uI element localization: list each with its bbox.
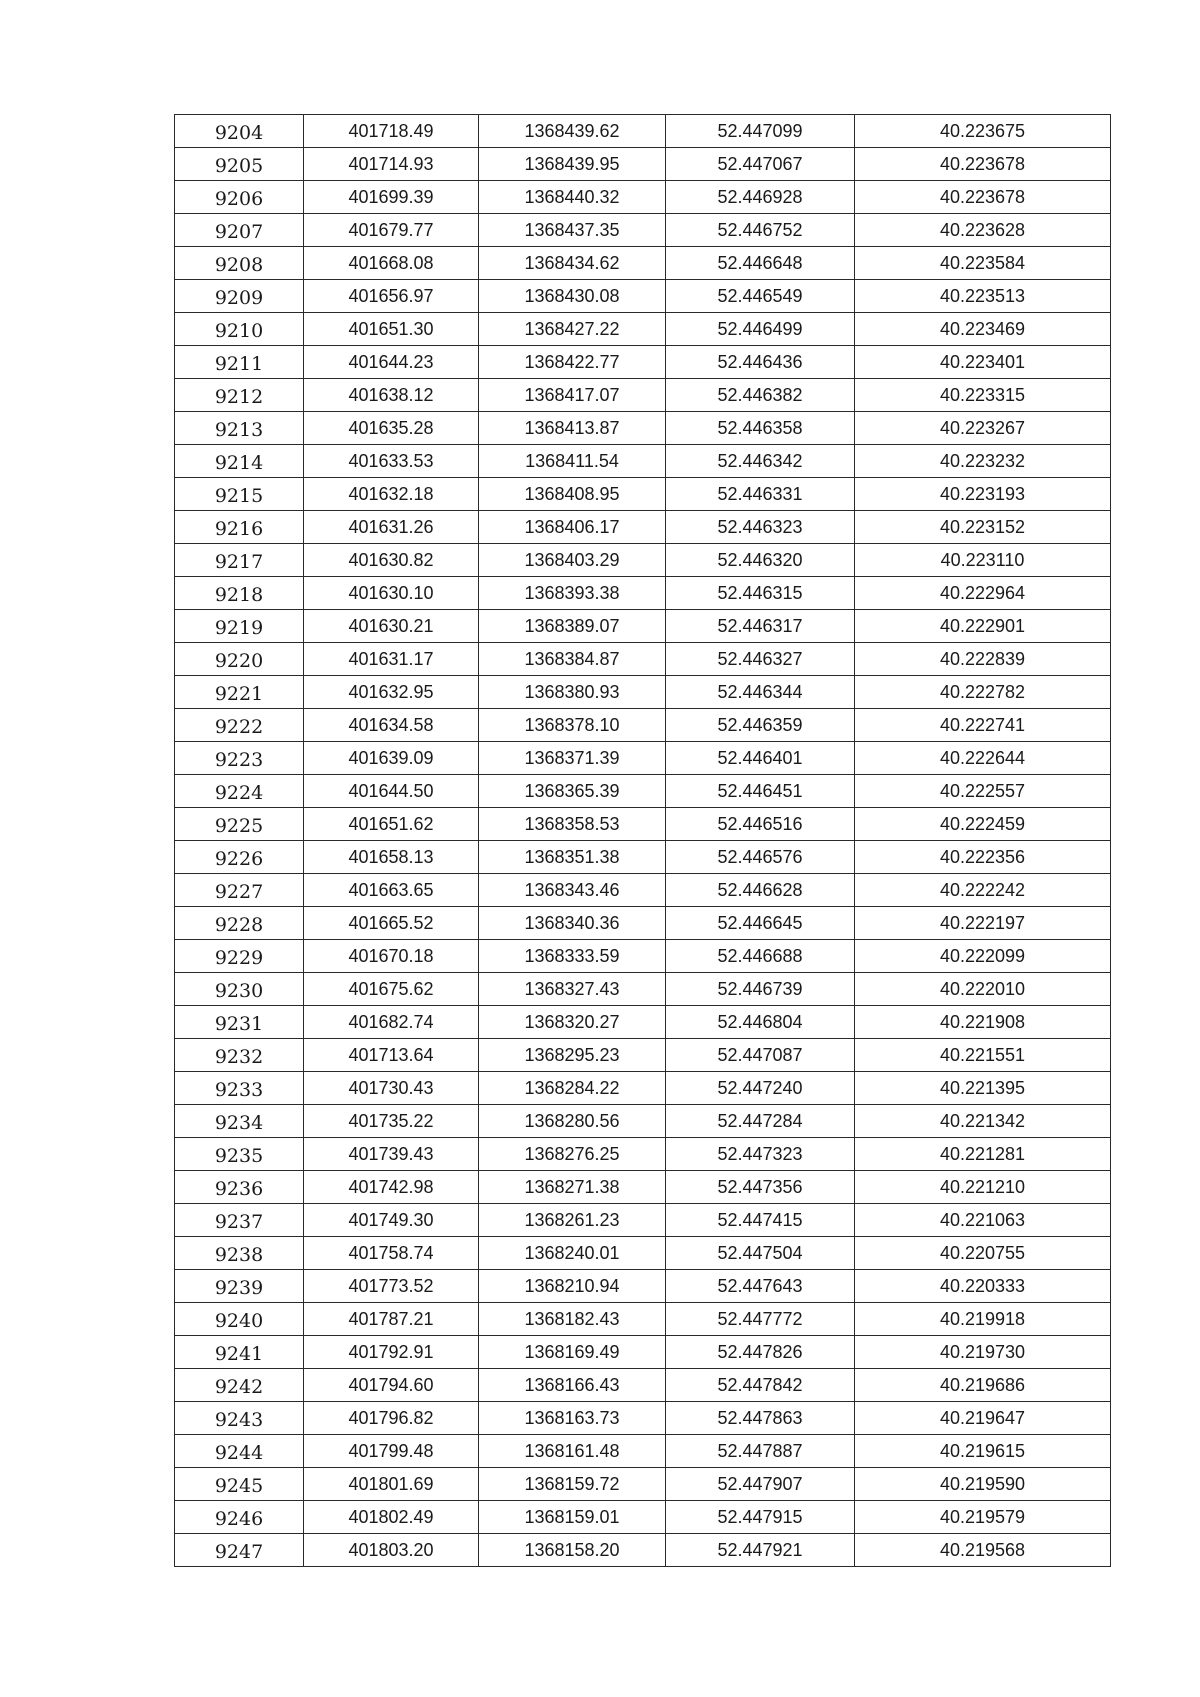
table-row: [175, 544, 1111, 577]
y-coordinate-cell: 1368295.23: [479, 1039, 666, 1072]
longitude-cell: 40.223110: [855, 544, 1111, 577]
table-row: [175, 577, 1111, 610]
latitude-cell: 52.446451: [666, 775, 855, 808]
x-coordinate-cell: 401799.48: [304, 1435, 479, 1468]
point-number-cell: 9211: [175, 346, 304, 379]
point-number-cell: 9237: [175, 1204, 304, 1237]
table-row: [175, 643, 1111, 676]
latitude-cell: 52.447887: [666, 1435, 855, 1468]
longitude-cell: 40.223401: [855, 346, 1111, 379]
x-coordinate-cell: 401742.98: [304, 1171, 479, 1204]
x-coordinate-cell: 401630.10: [304, 577, 479, 610]
point-number-cell: 9242: [175, 1369, 304, 1402]
x-coordinate-cell: 401792.91: [304, 1336, 479, 1369]
longitude-cell: 40.222741: [855, 709, 1111, 742]
point-number-cell: 9228: [175, 907, 304, 940]
table-row: [175, 1369, 1111, 1402]
y-coordinate-cell: 1368439.95: [479, 148, 666, 181]
table-row: [175, 940, 1111, 973]
point-number-cell: 9229: [175, 940, 304, 973]
table-row: [175, 1138, 1111, 1171]
point-number-cell: 9246: [175, 1501, 304, 1534]
latitude-cell: 52.446358: [666, 412, 855, 445]
point-number-cell: 9225: [175, 808, 304, 841]
latitude-cell: 52.447284: [666, 1105, 855, 1138]
longitude-cell: 40.223232: [855, 445, 1111, 478]
point-number-cell: 9243: [175, 1402, 304, 1435]
longitude-cell: 40.222964: [855, 577, 1111, 610]
point-number-cell: 9208: [175, 247, 304, 280]
table-row: [175, 148, 1111, 181]
y-coordinate-cell: 1368371.39: [479, 742, 666, 775]
x-coordinate-cell: 401639.09: [304, 742, 479, 775]
y-coordinate-cell: 1368169.49: [479, 1336, 666, 1369]
table-row: [175, 478, 1111, 511]
latitude-cell: 52.446323: [666, 511, 855, 544]
latitude-cell: 52.447863: [666, 1402, 855, 1435]
x-coordinate-cell: 401739.43: [304, 1138, 479, 1171]
longitude-cell: 40.222197: [855, 907, 1111, 940]
point-number-cell: 9216: [175, 511, 304, 544]
y-coordinate-cell: 1368430.08: [479, 280, 666, 313]
y-coordinate-cell: 1368240.01: [479, 1237, 666, 1270]
x-coordinate-cell: 401651.30: [304, 313, 479, 346]
longitude-cell: 40.223513: [855, 280, 1111, 313]
y-coordinate-cell: 1368261.23: [479, 1204, 666, 1237]
point-number-cell: 9214: [175, 445, 304, 478]
longitude-cell: 40.219647: [855, 1402, 1111, 1435]
x-coordinate-cell: 401802.49: [304, 1501, 479, 1534]
y-coordinate-cell: 1368166.43: [479, 1369, 666, 1402]
longitude-cell: 40.223675: [855, 115, 1111, 148]
table-row: [175, 1171, 1111, 1204]
longitude-cell: 40.223628: [855, 214, 1111, 247]
table-row: [175, 1270, 1111, 1303]
latitude-cell: 52.446516: [666, 808, 855, 841]
latitude-cell: 52.446499: [666, 313, 855, 346]
table-row: [175, 445, 1111, 478]
x-coordinate-cell: 401682.74: [304, 1006, 479, 1039]
longitude-cell: 40.220333: [855, 1270, 1111, 1303]
y-coordinate-cell: 1368351.38: [479, 841, 666, 874]
point-number-cell: 9236: [175, 1171, 304, 1204]
longitude-cell: 40.219568: [855, 1534, 1111, 1567]
table-row: [175, 973, 1111, 1006]
y-coordinate-cell: 1368380.93: [479, 676, 666, 709]
x-coordinate-cell: 401656.97: [304, 280, 479, 313]
x-coordinate-cell: 401634.58: [304, 709, 479, 742]
latitude-cell: 52.447067: [666, 148, 855, 181]
x-coordinate-cell: 401670.18: [304, 940, 479, 973]
point-number-cell: 9207: [175, 214, 304, 247]
table-row: [175, 1336, 1111, 1369]
y-coordinate-cell: 1368408.95: [479, 478, 666, 511]
latitude-cell: 52.446320: [666, 544, 855, 577]
longitude-cell: 40.221281: [855, 1138, 1111, 1171]
point-number-cell: 9221: [175, 676, 304, 709]
longitude-cell: 40.223267: [855, 412, 1111, 445]
latitude-cell: 52.446344: [666, 676, 855, 709]
x-coordinate-cell: 401630.21: [304, 610, 479, 643]
y-coordinate-cell: 1368159.72: [479, 1468, 666, 1501]
y-coordinate-cell: 1368434.62: [479, 247, 666, 280]
latitude-cell: 52.446648: [666, 247, 855, 280]
point-number-cell: 9215: [175, 478, 304, 511]
coordinates-table-body: [175, 115, 1111, 1567]
latitude-cell: 52.446315: [666, 577, 855, 610]
point-number-cell: 9247: [175, 1534, 304, 1567]
table-row: [175, 214, 1111, 247]
longitude-cell: 40.223152: [855, 511, 1111, 544]
y-coordinate-cell: 1368327.43: [479, 973, 666, 1006]
latitude-cell: 52.447415: [666, 1204, 855, 1237]
x-coordinate-cell: 401644.23: [304, 346, 479, 379]
longitude-cell: 40.219590: [855, 1468, 1111, 1501]
table-row: [175, 346, 1111, 379]
point-number-cell: 9204: [175, 115, 304, 148]
latitude-cell: 52.447099: [666, 115, 855, 148]
y-coordinate-cell: 1368422.77: [479, 346, 666, 379]
x-coordinate-cell: 401713.64: [304, 1039, 479, 1072]
latitude-cell: 52.446576: [666, 841, 855, 874]
latitude-cell: 52.447240: [666, 1072, 855, 1105]
latitude-cell: 52.446359: [666, 709, 855, 742]
point-number-cell: 9222: [175, 709, 304, 742]
point-number-cell: 9213: [175, 412, 304, 445]
point-number-cell: 9220: [175, 643, 304, 676]
point-number-cell: 9244: [175, 1435, 304, 1468]
y-coordinate-cell: 1368320.27: [479, 1006, 666, 1039]
longitude-cell: 40.223315: [855, 379, 1111, 412]
x-coordinate-cell: 401635.28: [304, 412, 479, 445]
x-coordinate-cell: 401699.39: [304, 181, 479, 214]
x-coordinate-cell: 401758.74: [304, 1237, 479, 1270]
point-number-cell: 9205: [175, 148, 304, 181]
y-coordinate-cell: 1368158.20: [479, 1534, 666, 1567]
latitude-cell: 52.446436: [666, 346, 855, 379]
y-coordinate-cell: 1368276.25: [479, 1138, 666, 1171]
longitude-cell: 40.220755: [855, 1237, 1111, 1270]
x-coordinate-cell: 401631.26: [304, 511, 479, 544]
x-coordinate-cell: 401714.93: [304, 148, 479, 181]
y-coordinate-cell: 1368427.22: [479, 313, 666, 346]
latitude-cell: 52.446645: [666, 907, 855, 940]
table-row: [175, 1105, 1111, 1138]
x-coordinate-cell: 401787.21: [304, 1303, 479, 1336]
latitude-cell: 52.447504: [666, 1237, 855, 1270]
y-coordinate-cell: 1368437.35: [479, 214, 666, 247]
x-coordinate-cell: 401679.77: [304, 214, 479, 247]
table-row: [175, 313, 1111, 346]
table-row: [175, 775, 1111, 808]
x-coordinate-cell: 401632.95: [304, 676, 479, 709]
latitude-cell: 52.447921: [666, 1534, 855, 1567]
table-row: [175, 1039, 1111, 1072]
longitude-cell: 40.222010: [855, 973, 1111, 1006]
latitude-cell: 52.446628: [666, 874, 855, 907]
longitude-cell: 40.219918: [855, 1303, 1111, 1336]
point-number-cell: 9206: [175, 181, 304, 214]
table-row: [175, 610, 1111, 643]
point-number-cell: 9212: [175, 379, 304, 412]
point-number-cell: 9226: [175, 841, 304, 874]
y-coordinate-cell: 1368271.38: [479, 1171, 666, 1204]
x-coordinate-cell: 401633.53: [304, 445, 479, 478]
point-number-cell: 9210: [175, 313, 304, 346]
y-coordinate-cell: 1368384.87: [479, 643, 666, 676]
y-coordinate-cell: 1368439.62: [479, 115, 666, 148]
latitude-cell: 52.446549: [666, 280, 855, 313]
point-number-cell: 9233: [175, 1072, 304, 1105]
latitude-cell: 52.447907: [666, 1468, 855, 1501]
latitude-cell: 52.446688: [666, 940, 855, 973]
longitude-cell: 40.221063: [855, 1204, 1111, 1237]
table-row: [175, 1501, 1111, 1534]
longitude-cell: 40.222557: [855, 775, 1111, 808]
point-number-cell: 9241: [175, 1336, 304, 1369]
x-coordinate-cell: 401675.62: [304, 973, 479, 1006]
latitude-cell: 52.447087: [666, 1039, 855, 1072]
latitude-cell: 52.447356: [666, 1171, 855, 1204]
y-coordinate-cell: 1368163.73: [479, 1402, 666, 1435]
latitude-cell: 52.446928: [666, 181, 855, 214]
longitude-cell: 40.222782: [855, 676, 1111, 709]
x-coordinate-cell: 401796.82: [304, 1402, 479, 1435]
table-row: [175, 874, 1111, 907]
table-row: [175, 1402, 1111, 1435]
latitude-cell: 52.446382: [666, 379, 855, 412]
x-coordinate-cell: 401735.22: [304, 1105, 479, 1138]
longitude-cell: 40.221395: [855, 1072, 1111, 1105]
point-number-cell: 9231: [175, 1006, 304, 1039]
longitude-cell: 40.219615: [855, 1435, 1111, 1468]
table-row: [175, 1303, 1111, 1336]
longitude-cell: 40.222644: [855, 742, 1111, 775]
longitude-cell: 40.223678: [855, 148, 1111, 181]
y-coordinate-cell: 1368406.17: [479, 511, 666, 544]
longitude-cell: 40.221551: [855, 1039, 1111, 1072]
longitude-cell: 40.223469: [855, 313, 1111, 346]
y-coordinate-cell: 1368440.32: [479, 181, 666, 214]
x-coordinate-cell: 401773.52: [304, 1270, 479, 1303]
longitude-cell: 40.223678: [855, 181, 1111, 214]
point-number-cell: 9232: [175, 1039, 304, 1072]
x-coordinate-cell: 401665.52: [304, 907, 479, 940]
x-coordinate-cell: 401718.49: [304, 115, 479, 148]
x-coordinate-cell: 401638.12: [304, 379, 479, 412]
table-row: [175, 1534, 1111, 1567]
table-row: [175, 1435, 1111, 1468]
point-number-cell: 9235: [175, 1138, 304, 1171]
table-row: [175, 115, 1111, 148]
point-number-cell: 9224: [175, 775, 304, 808]
table-row: [175, 1237, 1111, 1270]
x-coordinate-cell: 401631.17: [304, 643, 479, 676]
y-coordinate-cell: 1368159.01: [479, 1501, 666, 1534]
longitude-cell: 40.222901: [855, 610, 1111, 643]
y-coordinate-cell: 1368417.07: [479, 379, 666, 412]
point-number-cell: 9219: [175, 610, 304, 643]
longitude-cell: 40.222099: [855, 940, 1111, 973]
x-coordinate-cell: 401632.18: [304, 478, 479, 511]
latitude-cell: 52.446401: [666, 742, 855, 775]
longitude-cell: 40.219686: [855, 1369, 1111, 1402]
latitude-cell: 52.447915: [666, 1501, 855, 1534]
point-number-cell: 9240: [175, 1303, 304, 1336]
table-row: [175, 1006, 1111, 1039]
point-number-cell: 9227: [175, 874, 304, 907]
table-row: [175, 1468, 1111, 1501]
table-row: [175, 808, 1111, 841]
y-coordinate-cell: 1368182.43: [479, 1303, 666, 1336]
longitude-cell: 40.223584: [855, 247, 1111, 280]
x-coordinate-cell: 401663.65: [304, 874, 479, 907]
table-row: [175, 742, 1111, 775]
table-row: [175, 379, 1111, 412]
point-number-cell: 9209: [175, 280, 304, 313]
latitude-cell: 52.447842: [666, 1369, 855, 1402]
table-row: [175, 907, 1111, 940]
point-number-cell: 9245: [175, 1468, 304, 1501]
y-coordinate-cell: 1368161.48: [479, 1435, 666, 1468]
x-coordinate-cell: 401630.82: [304, 544, 479, 577]
y-coordinate-cell: 1368210.94: [479, 1270, 666, 1303]
point-number-cell: 9238: [175, 1237, 304, 1270]
latitude-cell: 52.447772: [666, 1303, 855, 1336]
point-number-cell: 9234: [175, 1105, 304, 1138]
point-number-cell: 9223: [175, 742, 304, 775]
table-row: [175, 280, 1111, 313]
longitude-cell: 40.222356: [855, 841, 1111, 874]
point-number-cell: 9218: [175, 577, 304, 610]
table-row: [175, 511, 1111, 544]
x-coordinate-cell: 401668.08: [304, 247, 479, 280]
point-number-cell: 9230: [175, 973, 304, 1006]
x-coordinate-cell: 401644.50: [304, 775, 479, 808]
longitude-cell: 40.221210: [855, 1171, 1111, 1204]
y-coordinate-cell: 1368413.87: [479, 412, 666, 445]
x-coordinate-cell: 401794.60: [304, 1369, 479, 1402]
y-coordinate-cell: 1368333.59: [479, 940, 666, 973]
latitude-cell: 52.447323: [666, 1138, 855, 1171]
longitude-cell: 40.223193: [855, 478, 1111, 511]
latitude-cell: 52.446342: [666, 445, 855, 478]
y-coordinate-cell: 1368358.53: [479, 808, 666, 841]
y-coordinate-cell: 1368411.54: [479, 445, 666, 478]
y-coordinate-cell: 1368343.46: [479, 874, 666, 907]
point-number-cell: 9239: [175, 1270, 304, 1303]
table-row: [175, 412, 1111, 445]
latitude-cell: 52.447643: [666, 1270, 855, 1303]
table-row: [175, 181, 1111, 214]
x-coordinate-cell: 401749.30: [304, 1204, 479, 1237]
longitude-cell: 40.221342: [855, 1105, 1111, 1138]
x-coordinate-cell: 401651.62: [304, 808, 479, 841]
longitude-cell: 40.222459: [855, 808, 1111, 841]
y-coordinate-cell: 1368340.36: [479, 907, 666, 940]
y-coordinate-cell: 1368365.39: [479, 775, 666, 808]
table-row: [175, 841, 1111, 874]
y-coordinate-cell: 1368284.22: [479, 1072, 666, 1105]
table-row: [175, 709, 1111, 742]
x-coordinate-cell: 401730.43: [304, 1072, 479, 1105]
latitude-cell: 52.446804: [666, 1006, 855, 1039]
x-coordinate-cell: 401658.13: [304, 841, 479, 874]
y-coordinate-cell: 1368280.56: [479, 1105, 666, 1138]
longitude-cell: 40.222839: [855, 643, 1111, 676]
latitude-cell: 52.446327: [666, 643, 855, 676]
y-coordinate-cell: 1368378.10: [479, 709, 666, 742]
table-row: [175, 247, 1111, 280]
table-row: [175, 676, 1111, 709]
coordinates-table: [174, 114, 1111, 1567]
point-number-cell: 9217: [175, 544, 304, 577]
latitude-cell: 52.446739: [666, 973, 855, 1006]
table-row: [175, 1204, 1111, 1237]
latitude-cell: 52.446331: [666, 478, 855, 511]
latitude-cell: 52.446752: [666, 214, 855, 247]
latitude-cell: 52.447826: [666, 1336, 855, 1369]
table-row: [175, 1072, 1111, 1105]
x-coordinate-cell: 401803.20: [304, 1534, 479, 1567]
x-coordinate-cell: 401801.69: [304, 1468, 479, 1501]
latitude-cell: 52.446317: [666, 610, 855, 643]
y-coordinate-cell: 1368403.29: [479, 544, 666, 577]
longitude-cell: 40.219730: [855, 1336, 1111, 1369]
longitude-cell: 40.222242: [855, 874, 1111, 907]
y-coordinate-cell: 1368393.38: [479, 577, 666, 610]
y-coordinate-cell: 1368389.07: [479, 610, 666, 643]
longitude-cell: 40.221908: [855, 1006, 1111, 1039]
longitude-cell: 40.219579: [855, 1501, 1111, 1534]
